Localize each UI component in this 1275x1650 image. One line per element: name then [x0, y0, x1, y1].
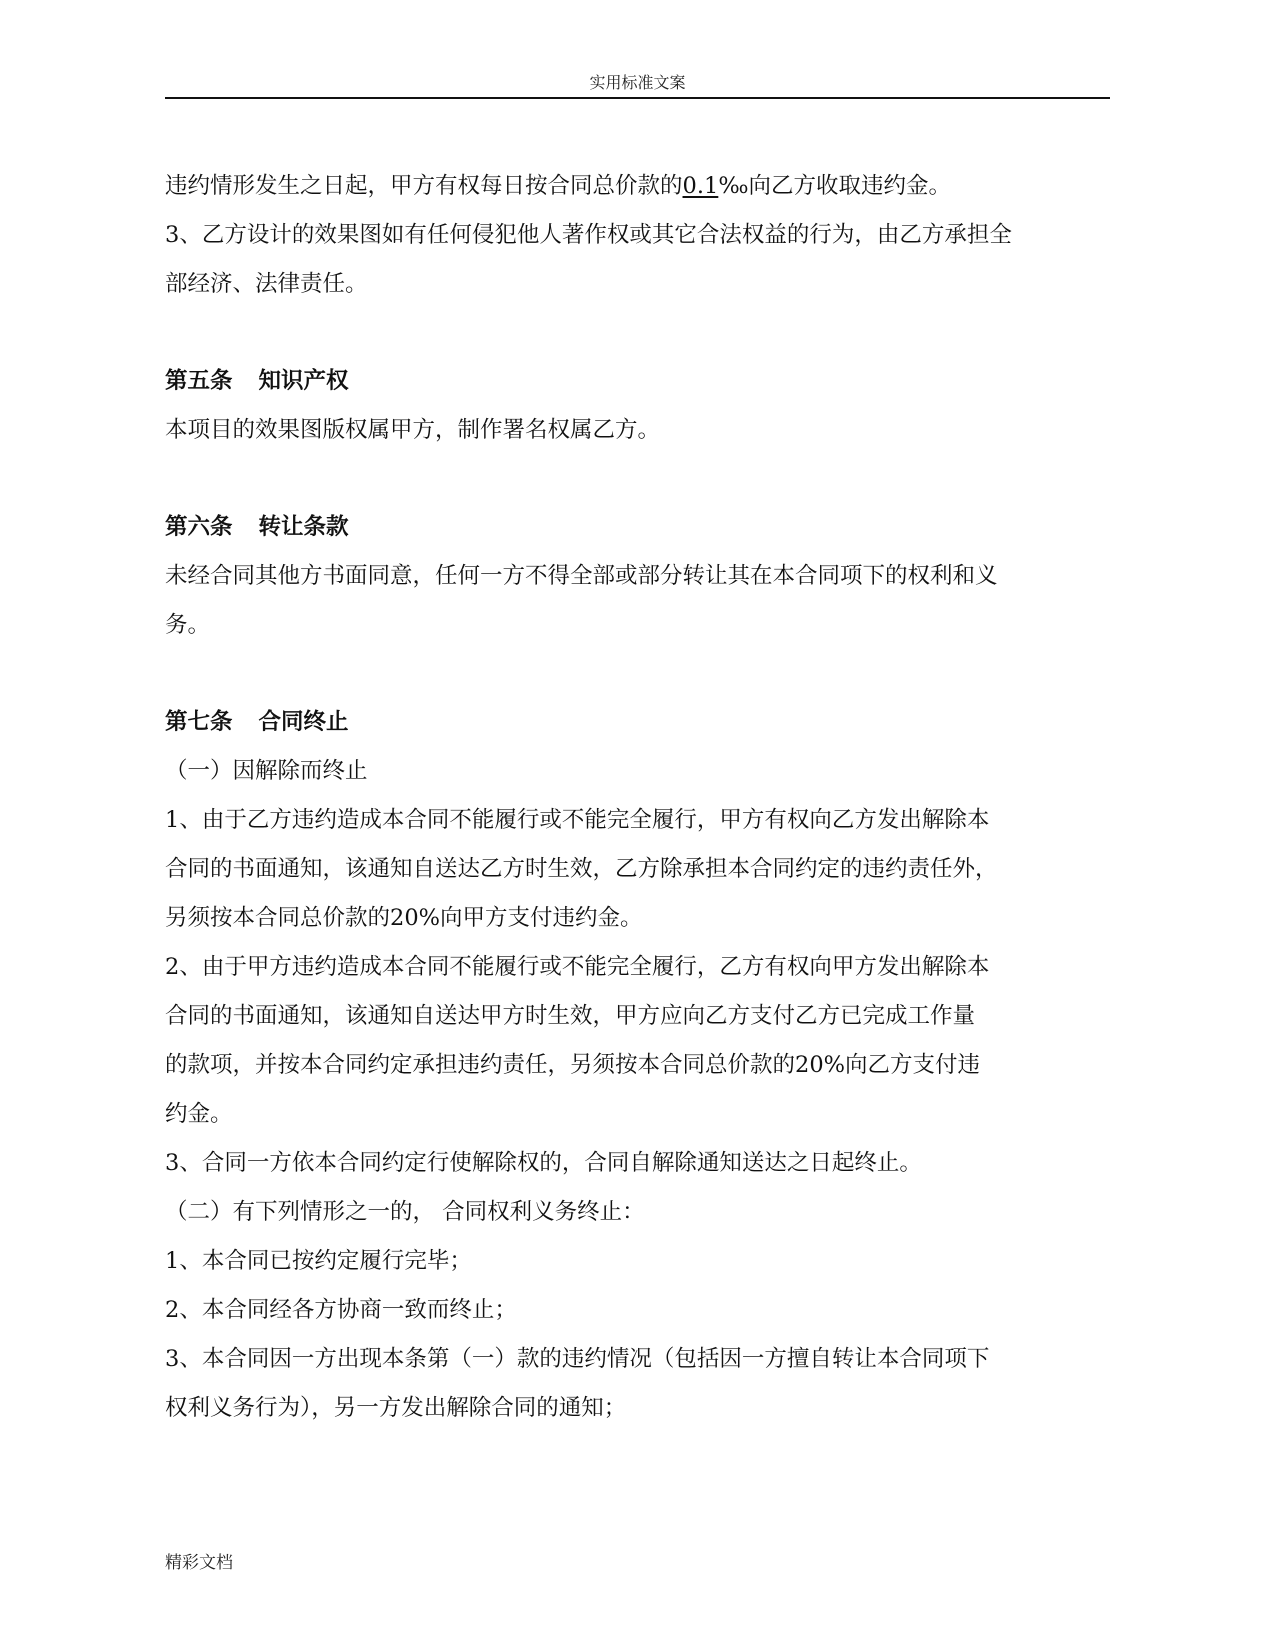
penalty-rate-value: 0.1	[682, 173, 719, 199]
paragraph-text: 3、本合同因一方出现本条第（一）款的违约情况（包括因一方擅自转让本合同项下	[165, 1346, 990, 1372]
paragraph-text: 3、合同一方依本合同约定行使解除权的，合同自解除通知送达之日起终止。	[165, 1150, 922, 1176]
paragraph-text: 3、乙方设计的效果图如有任何侵犯他人著作权或其它合法权益的行为，由乙方承担全	[165, 222, 1012, 248]
paragraph-text: 务。	[165, 612, 211, 638]
header-divider	[165, 97, 1110, 99]
paragraph-text: 本项目的效果图版权属甲方，制作署名权属乙方。	[165, 417, 661, 443]
page-footer: 精彩文档	[165, 1553, 233, 1573]
article-heading: 第六条 转让条款	[165, 514, 349, 540]
paragraph-text: 2、由于甲方违约造成本合同不能履行或不能完全履行，乙方有权向甲方发出解除本	[165, 954, 990, 980]
paragraph-text: 部经济、法律责任。	[165, 271, 368, 297]
paragraph-text: 权利义务行为），另一方发出解除合同的通知；	[165, 1395, 627, 1421]
subsection-title: （一）因解除而终止	[165, 758, 368, 784]
paragraph-text: 1、由于乙方违约造成本合同不能履行或不能完全履行，甲方有权向乙方发出解除本	[165, 807, 990, 833]
paragraph-penalty-rate: 违约情形发生之日起，甲方有权每日按合同总价款的0.1‰向乙方收取违约金。	[165, 173, 952, 199]
paragraph-text: 的款项，并按本合同约定承担违约责任，另须按本合同总价款的20%向乙方支付违	[165, 1052, 981, 1078]
list-item: 1、本合同已按约定履行完毕；	[165, 1248, 472, 1274]
paragraph-text: 合同的书面通知，该通知自送达乙方时生效，乙方除承担本合同约定的违约责任外，	[165, 856, 998, 882]
subsection-title: （二）有下列情形之一的， 合同权利义务终止：	[165, 1199, 645, 1225]
paragraph-text: 合同的书面通知，该通知自送达甲方时生效，甲方应向乙方支付乙方已完成工作量	[165, 1003, 976, 1029]
page-header: 实用标准文案	[589, 73, 686, 92]
paragraph-text: 未经合同其他方书面同意，任何一方不得全部或部分转让其在本合同项下的权利和义	[165, 563, 998, 589]
list-item: 2、本合同经各方协商一致而终止；	[165, 1297, 517, 1323]
paragraph-text: 约金。	[165, 1101, 233, 1127]
document-body	[165, 162, 1110, 1433]
article-heading: 第七条 合同终止	[165, 709, 349, 735]
paragraph-text: 另须按本合同总价款的20%向甲方支付违约金。	[165, 905, 643, 931]
article-heading: 第五条 知识产权	[165, 368, 349, 394]
